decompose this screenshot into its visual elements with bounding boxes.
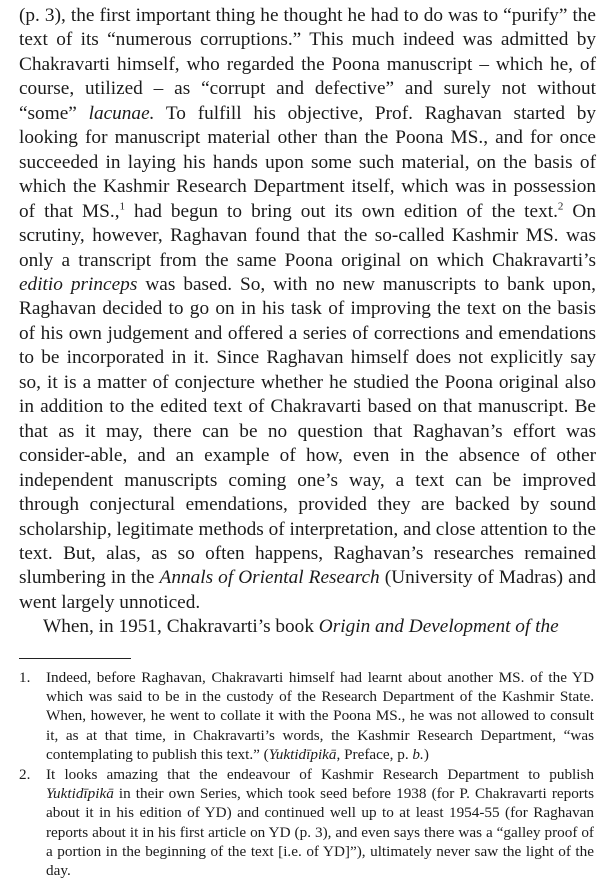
footnote-1-text-2: , Preface, p. xyxy=(336,745,413,763)
main-text xyxy=(19,4,596,640)
footnote-1-number: 1. xyxy=(19,669,31,686)
footnote-1-text-3: ) xyxy=(423,745,429,763)
paragraph-1 xyxy=(19,4,596,615)
footnote-ref-2[interactable]: 2 xyxy=(557,200,564,213)
footnote-ref-1[interactable]: 1 xyxy=(119,200,126,213)
footnote-1-italic-b: b. xyxy=(412,745,424,763)
paragraph-1-text-6: (University of Madras) and went largely unnoticed. xyxy=(19,567,596,613)
paragraph-1-italic-lacunae: lacunae. xyxy=(88,102,155,124)
paragraph-1-text-2: To fulfill his objective, Prof. Raghavan started by looking for manuscript material other than the Poona MS., and for once succeeded in laying his hands upon some such material, on the basis of which the Kashmir Research Department itself, which was in possession of that MS., xyxy=(19,102,597,222)
paragraph-1-text-5: was based. So, with no new manuscripts to bank upon, Raghavan decided to go on in his task of improving the text on the basis of his own judgement and offered a series of corrections and emendations to be incorporated in it. Since Raghavan himself does not explicitly say so, it is a matter of conjecture whether he studied the Poona original also in addition to the edited text of Chakravarti based on that manuscript. Be that as it may, there can be no question that Raghavan’s effort was consider-able, and an example of how, even in the absence of other independent manuscripts coming one’s way, a text can be improved through conjectural emendations, provided they are backed by sound scholarship, legitimate methods of interpretation, and close attention to the text. But, alas, as so often happens, Raghavan’s researches remained slumbering in the xyxy=(19,273,596,589)
footnote-2-text xyxy=(46,765,594,880)
paragraph-1-text-1: (p. 3), the first important thing he thought he had to do was to “purify” the text of its “numerous corruptions.” This much indeed was admitted by Chakravarti himself, who regarded the Poona manuscript – which he, of course, utilized – as “corrupt and defective” and surely not without “some” xyxy=(19,5,596,124)
paragraph-1-italic-editio-princeps: editio princeps xyxy=(19,273,138,295)
footnote-2-italic-yuktidipika: Yuktidīpikā xyxy=(46,785,114,803)
footnote-2-text-2: in their own Series, which took seed before 1938 (for P. Chakravarti reports about it in his edition of YD) and continued well up to at least 1954-55 (for Raghavan reports about it in his first article on YD (p. 3), and even says there was a “galley proof of a portion in the beginning of the text [i.e. of YD]”), ultimately never saw the light of the day. xyxy=(46,785,594,880)
footnote-2 xyxy=(19,765,594,880)
footnote-1-text-1: Indeed, before Raghavan, Chakravarti himself had learnt about another MS. of the YD which was said to be in the custody of the Research Department of the Kashmir State. When, however, he went to collate it with the Poona MS., he was not allowed to consult it, as at that time, in Chakravarti’s words, the Kashmir Research Department, “was contemplating to publish this text.” ( xyxy=(46,669,594,763)
footnote-2-number: 2. xyxy=(19,766,31,784)
paragraph-2-text-1: When, in 1951, Chakravarti’s book xyxy=(43,616,319,638)
footnotes xyxy=(19,668,594,881)
footnote-1 xyxy=(19,668,594,764)
footnote-rule xyxy=(19,658,131,659)
paragraph-2-italic-book-title: Origin and Development of the xyxy=(318,616,559,638)
footnote-1-italic-yuktidipika: Yuktidīpikā xyxy=(268,745,337,763)
page-body xyxy=(19,4,596,640)
paragraph-1-text-3: had begun to bring out its own edition of the text. xyxy=(125,200,558,222)
footnote-2-text-1: It looks amazing that the endeavour of Kashmir Research Department to publish xyxy=(46,766,594,784)
paragraph-1-italic-annals: Annals of Oriental Research xyxy=(159,567,380,589)
paragraph-2 xyxy=(19,615,596,639)
paragraph-1-text-4: On scrutiny, however, Raghavan found that the so-called Kashmir MS. was only a transcript from the same Poona original on which Chakravarti’s xyxy=(19,200,596,271)
footnote-1-text xyxy=(46,668,594,764)
